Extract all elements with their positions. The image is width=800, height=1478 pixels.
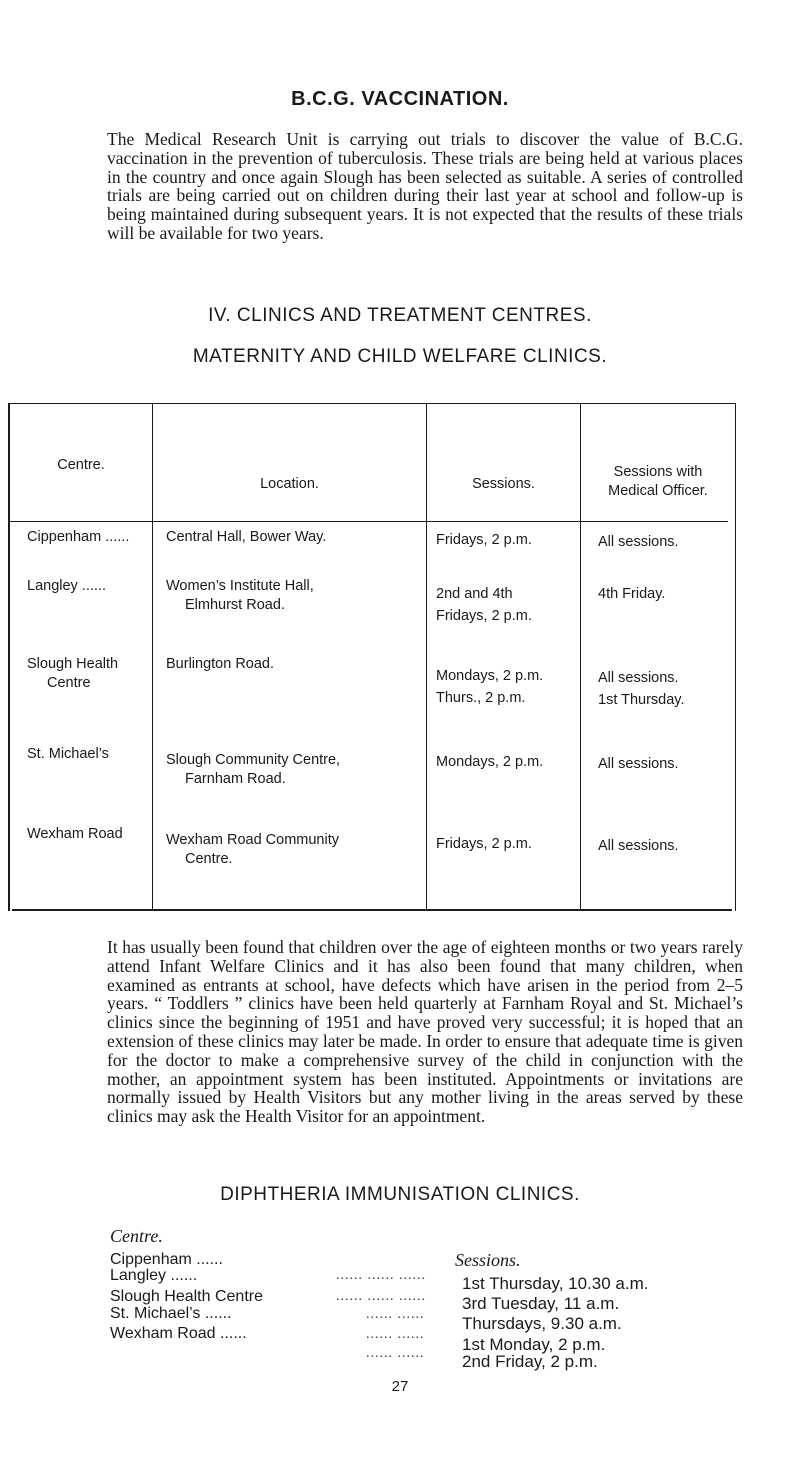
table-row-medical bbox=[598, 837, 732, 856]
cell-text: Women’s Institute Hall, bbox=[166, 578, 314, 594]
col-header-medical-line2: Medical Officer. bbox=[608, 483, 708, 499]
cell-text: Cippenham ...... bbox=[27, 529, 130, 545]
col-header-medical bbox=[581, 463, 735, 501]
table-row-centre bbox=[27, 825, 151, 844]
diphtheria-row-centre: St. Michael’s ...... bbox=[110, 1305, 232, 1322]
cell-text: Elmhurst Road. bbox=[185, 597, 285, 613]
diphtheria-centre-header: Centre. bbox=[110, 1226, 163, 1246]
table-row-medical bbox=[598, 585, 732, 604]
table-row-centre bbox=[27, 655, 151, 693]
maternity-clinics-table bbox=[8, 403, 736, 912]
cell-text: All sessions. bbox=[598, 756, 679, 772]
table-row-location bbox=[166, 577, 424, 615]
cell-text: All sessions. bbox=[598, 838, 679, 854]
cell-text: Centre bbox=[47, 675, 91, 691]
cell-text: Wexham Road bbox=[27, 826, 123, 842]
table-row-medical bbox=[598, 755, 732, 774]
leader-dots: ...... ...... ...... bbox=[336, 1289, 426, 1304]
bcg-heading: B.C.G. VACCINATION. bbox=[291, 88, 509, 110]
table-row-sessions bbox=[436, 835, 578, 854]
diphtheria-sessions-header: Sessions. bbox=[455, 1250, 521, 1270]
table-row-sessions bbox=[436, 531, 578, 550]
table-row-location bbox=[166, 751, 424, 789]
table-row-location bbox=[166, 831, 424, 869]
cell-text: Slough Community Centre, bbox=[166, 752, 341, 768]
cell-text: Langley ...... bbox=[27, 578, 106, 594]
cell-text: Slough Health bbox=[27, 656, 119, 672]
col-header-location: Location. bbox=[260, 476, 319, 492]
diphtheria-row-sessions: 1st Monday, 2 p.m. bbox=[462, 1335, 606, 1354]
col-header-medical-line1: Sessions with bbox=[613, 464, 703, 480]
cell-text: Farnham Road. bbox=[185, 771, 286, 787]
table-row-centre bbox=[27, 528, 151, 547]
diphtheria-row-centre: Wexham Road ...... bbox=[110, 1325, 247, 1342]
page-number: 27 bbox=[391, 1378, 409, 1395]
table-row-medical bbox=[598, 533, 732, 552]
cell-text: St. Michael’s bbox=[27, 746, 109, 762]
diphtheria-row-sessions: 2nd Friday, 2 p.m. bbox=[462, 1352, 598, 1371]
table-row-location bbox=[166, 655, 424, 674]
table-row-sessions bbox=[436, 665, 578, 709]
cell-text: All sessions. bbox=[598, 670, 679, 686]
col-header-sessions: Sessions. bbox=[472, 476, 535, 492]
cell-text: Mondays, 2 p.m. bbox=[436, 668, 544, 684]
diphtheria-row-sessions: Thursdays, 9.30 a.m. bbox=[462, 1314, 622, 1333]
cell-text: 1st Thursday. bbox=[598, 692, 685, 708]
diphtheria-row-sessions: 1st Thursday, 10.30 a.m. bbox=[462, 1274, 649, 1293]
cell-text: Thurs., 2 p.m. bbox=[436, 690, 526, 706]
table-row-location bbox=[166, 528, 424, 547]
diphtheria-row-sessions: 3rd Tuesday, 11 a.m. bbox=[462, 1294, 620, 1313]
col-header-centre: Centre. bbox=[57, 457, 105, 473]
maternity-heading: MATERNITY AND CHILD WELFARE CLINICS. bbox=[192, 346, 608, 367]
leader-dots: ...... ...... ...... bbox=[336, 1268, 426, 1283]
cell-text: Fridays, 2 p.m. bbox=[436, 836, 532, 852]
cell-text: Burlington Road. bbox=[166, 656, 275, 672]
welfare-paragraph: It has usually been found that children over the age of eighteen months or two years rarely attend Infant Welfare Clinics and it has also been found that many children, when examined as entrants at school, have defects which have arisen in the period from 2–5 years. “ Toddlers ” clinics have been held quarterly at Farnham Royal and St. Michael’s clinics since the beginning of 1951 and have proved very successful; it is hoped that an extension of these clinics may later be made. In order to ensure that adequate time is given for the doctor to make a comprehensive survey of the child in conjunction with the mother, an appointment system has been instituted. Appointments or invitations are normally issued by Health Visitors but any mother living in the areas served by these clinics may ask the Health Visitor for an appointment. bbox=[107, 937, 743, 1127]
cell-text: Wexham Road Community bbox=[166, 832, 339, 848]
diphtheria-row-centre: Cippenham ...... bbox=[110, 1251, 223, 1268]
cell-text: All sessions. bbox=[598, 534, 679, 550]
section-heading: IV. CLINICS AND TREATMENT CENTRES. bbox=[208, 305, 592, 326]
cell-text: Mondays, 2 p.m. bbox=[436, 754, 544, 770]
diphtheria-row-centre: Langley ...... bbox=[110, 1267, 198, 1284]
table-row-sessions bbox=[436, 753, 578, 772]
diphtheria-row-centre: Slough Health Centre bbox=[110, 1288, 263, 1305]
leader-dots: ...... ...... bbox=[366, 1307, 425, 1322]
table-row-centre bbox=[27, 745, 151, 764]
bcg-paragraph: The Medical Research Unit is carrying out trials to discover the value of B.C.G. vaccination in the prevention of tuberculosis. These trials are being held at various places in the country and once again Slough has been selected as suitable. A series of controlled trials are being carried out on children during their last year at school and follow-up is being maintained during subsequent years. It is not expected that the results of these trials will be available for two years. bbox=[107, 129, 743, 243]
table-row-centre bbox=[27, 577, 151, 596]
leader-dots: ...... ...... bbox=[366, 1346, 425, 1361]
cell-text: Centre. bbox=[185, 851, 233, 867]
cell-text: Fridays, 2 p.m. bbox=[436, 532, 532, 548]
cell-text: 4th Friday. bbox=[598, 586, 666, 602]
cell-text: 2nd and 4th bbox=[436, 586, 513, 602]
cell-text: Central Hall, Bower Way. bbox=[166, 529, 327, 545]
cell-text: Fridays, 2 p.m. bbox=[436, 608, 532, 624]
table-row-medical bbox=[598, 667, 732, 711]
leader-dots: ...... ...... bbox=[366, 1327, 425, 1342]
diphtheria-heading: DIPHTHERIA IMMUNISATION CLINICS. bbox=[220, 1184, 580, 1205]
table-row-sessions bbox=[436, 583, 578, 627]
